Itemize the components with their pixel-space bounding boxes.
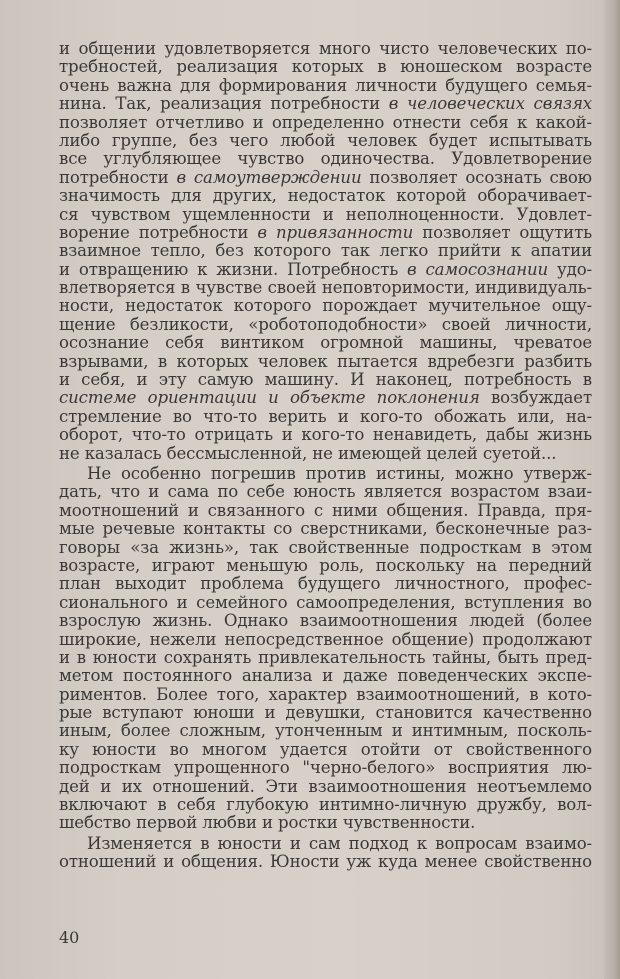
text-line — [59, 667, 592, 685]
text-run: ности, недостаток которого порождает мучительное ощу- — [59, 297, 592, 316]
text-run: иным, более сложным, утонченным и интимным, посколь- — [59, 722, 592, 741]
text-run: и себя, и эту самую машину. И наконец, потребность в — [59, 371, 592, 390]
text-line — [59, 778, 592, 796]
text-run: потребности — [59, 168, 177, 187]
text-run: позволяет ощутить — [413, 223, 592, 242]
text-run: сионального и семейного самоопределения, вступления во — [59, 593, 592, 612]
text-run: ку юности во многом удается отойти от свойственного — [59, 740, 592, 759]
text-line — [59, 353, 592, 371]
text-line — [59, 741, 592, 759]
text-run: возбуждает — [479, 389, 592, 408]
text-line — [59, 445, 592, 463]
body-text — [59, 40, 592, 872]
text-run: Не особенно погрешив против истины, можно утверж- — [87, 464, 592, 483]
text-line — [59, 114, 592, 132]
text-line — [59, 426, 592, 444]
text-line — [59, 408, 592, 426]
text-line — [59, 95, 592, 113]
text-line — [59, 853, 592, 871]
text-line — [59, 796, 592, 814]
text-run: дей и их отношений. Эти взаимоотношения неотъемлемо — [59, 777, 592, 796]
text-line — [59, 132, 592, 150]
text-run: риментов. Более того, характер взаимоотношений, в кото- — [59, 685, 592, 704]
text-line — [59, 465, 592, 483]
text-run: план выходит проблема будущего личностного, профес- — [59, 575, 592, 594]
text-line — [59, 169, 592, 187]
text-run: взрывами, в которых человек пытается вдребезги разбить — [59, 352, 592, 371]
text-run: влетворяется в чувстве своей неповторимости, индивидуаль- — [59, 279, 592, 298]
text-run: и в юности сохранять привлекательность тайны, быть пред- — [59, 648, 592, 667]
text-line — [59, 649, 592, 667]
text-line — [59, 316, 592, 334]
text-run: либо группе, без чего любой человек будет испытывать — [59, 131, 592, 150]
text-line — [59, 759, 592, 777]
text-line — [59, 539, 592, 557]
text-run: оборот, что-то отрицать и кого-то ненавидеть, дабы жизнь — [59, 426, 592, 445]
text-line — [59, 224, 592, 242]
text-run: очень важна для формирования личности будущего семья- — [59, 76, 592, 95]
text-run: значимость для других, недостаток которой оборачивает- — [59, 187, 592, 206]
text-run: включают в себя глубокую интимно-личную дружбу, вол- — [59, 796, 592, 815]
text-run: отношений и общения. Юности уж куда менее свойственно — [59, 853, 592, 872]
text-run: моотношений и связанного с ними общения. Правда, пря- — [59, 501, 592, 520]
text-run: нина. Так, реализация потребности — [59, 95, 389, 114]
text-line — [59, 206, 592, 224]
italic-phrase: в человеческих связях — [388, 95, 592, 114]
text-run: все углубляющее чувство одиночества. Удовлетворение — [59, 150, 592, 169]
text-line — [59, 187, 592, 205]
italic-phrase: в самосознании — [407, 260, 549, 279]
text-run: мые речевые контакты со сверстниками, бесконечные раз- — [59, 520, 592, 539]
text-run: ворение потребности — [59, 223, 258, 242]
text-run: щение безликости, «роботоподобности» своей личности, — [59, 315, 592, 334]
text-line — [59, 575, 592, 593]
text-run: осознание себя винтиком огромной машины, чреватое — [59, 334, 592, 353]
text-run: взрослую жизнь. Однако взаимоотношения людей (более — [59, 612, 592, 631]
text-run: метом постоянного анализа и даже поведенческих экспе- — [59, 667, 592, 686]
text-run: широкие, нежели непосредственное общение) продолжают — [59, 630, 592, 649]
text-line — [59, 279, 592, 297]
text-line — [59, 612, 592, 630]
text-line — [59, 835, 592, 853]
text-run: Изменяется в юности и сам подход к вопросам взаимо- — [87, 834, 592, 853]
text-line — [59, 40, 592, 58]
page-number: 40 — [59, 928, 80, 947]
text-line — [59, 520, 592, 538]
text-line — [59, 814, 592, 832]
text-line — [59, 594, 592, 612]
text-line — [59, 371, 592, 389]
text-run: требностей, реализация которых в юношеском возрасте — [59, 58, 592, 77]
text-run: и общении удовлетворяется много чисто человеческих по- — [59, 40, 592, 58]
italic-phrase: системе ориентации и объекте поклонения — [59, 389, 480, 408]
text-line — [59, 704, 592, 722]
text-line — [59, 686, 592, 704]
text-line — [59, 502, 592, 520]
text-line — [59, 334, 592, 352]
text-run: ся чувством ущемленности и неполноценности. Удовлет- — [59, 205, 592, 224]
text-run: не казалась бессмысленной, не имеющей целей суетой... — [59, 444, 557, 463]
text-line — [59, 242, 592, 260]
text-line — [59, 261, 592, 279]
text-line — [59, 722, 592, 740]
text-run: рые вступают юноши и девушки, становится качественно — [59, 704, 592, 723]
text-run: стремление во что-то верить и кого-то обожать или, на- — [59, 407, 592, 426]
text-line — [59, 297, 592, 315]
text-run: удо- — [548, 260, 592, 279]
text-line — [59, 557, 592, 575]
text-run: и отвращению к жизни. Потребность — [59, 260, 408, 279]
text-run: возрасте, играют меньшую роль, поскольку на передний — [59, 556, 592, 575]
text-line — [59, 77, 592, 95]
text-run: позволяет осознать свою — [361, 168, 592, 187]
text-run: позволяет отчетливо и определенно отнести себя к какой- — [59, 113, 592, 132]
text-run: дать, что и сама по себе юность является возрастом взаи- — [59, 483, 592, 502]
italic-phrase: в самоутверждении — [176, 168, 362, 187]
text-run: шебство первой любви и ростки чувственности. — [59, 814, 476, 833]
text-run: подросткам упрощенного "черно-белого» восприятия лю- — [59, 759, 592, 778]
text-line — [59, 58, 592, 76]
text-run: взаимное тепло, без которого так легко прийти к апатии — [59, 242, 592, 261]
text-line — [59, 631, 592, 649]
italic-phrase: в привязанности — [257, 223, 414, 242]
text-line — [59, 389, 592, 407]
text-line — [59, 483, 592, 501]
text-run: говоры «за жизнь», так свойственные подросткам в этом — [59, 538, 592, 557]
text-line — [59, 150, 592, 168]
page-edge-shadow — [604, 0, 620, 979]
